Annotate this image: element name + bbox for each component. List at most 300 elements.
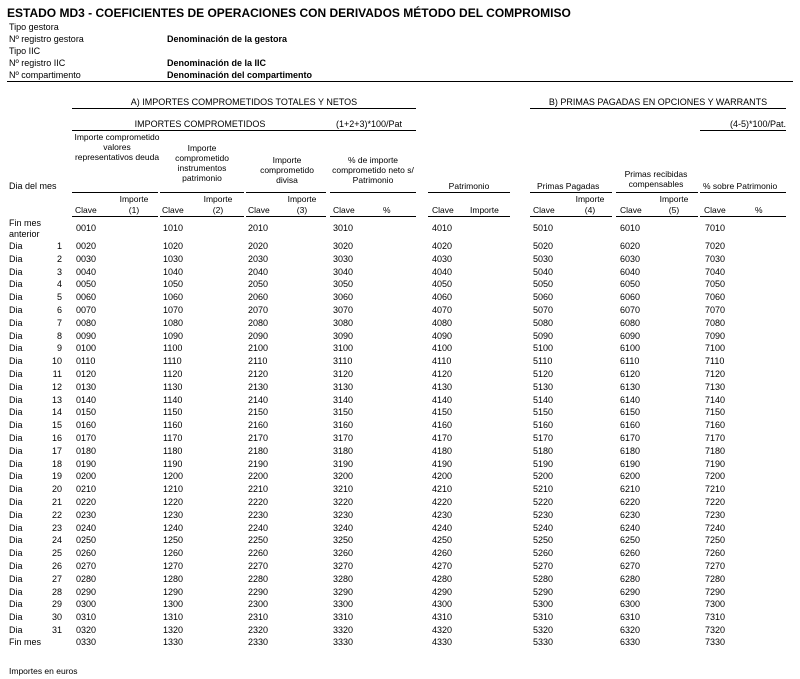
- row-clave: 2110: [248, 356, 268, 367]
- row-clave: 2010: [248, 223, 269, 233]
- row-day-number: 24: [51, 535, 62, 546]
- row-clave: 1070: [163, 305, 184, 315]
- row-clave: 6270: [620, 561, 641, 571]
- row-clave: 0120: [76, 369, 97, 379]
- table-row: [0, 534, 800, 546]
- row-day-number: 21: [51, 497, 62, 507]
- table-row: [0, 278, 800, 290]
- row-clave: 0290: [76, 586, 97, 597]
- row-clave: 6240: [620, 522, 641, 533]
- row-clave: 4080: [432, 317, 453, 328]
- row-label: Dia: [9, 445, 23, 456]
- row-clave: 3310: [333, 612, 354, 623]
- row-clave: 1030: [163, 253, 184, 264]
- row-label: Dia: [9, 253, 23, 264]
- row-clave: 3050: [333, 279, 354, 290]
- row-label: Dia: [9, 535, 23, 546]
- row-clave: 1280: [163, 573, 184, 584]
- row-clave: 5130: [533, 381, 554, 392]
- row-clave: 5050: [533, 279, 554, 290]
- row-clave: 3120: [333, 369, 354, 379]
- row-label: Dia: [9, 599, 23, 610]
- row-clave: 1320: [163, 625, 184, 635]
- row-clave: 6030: [620, 253, 641, 264]
- row-clave: 7110: [705, 356, 725, 367]
- row-clave: 2210: [248, 484, 269, 495]
- row-clave: 1010: [163, 223, 184, 233]
- rule-c4: [330, 192, 416, 193]
- row-clave: 4270: [432, 561, 453, 571]
- row-day-number: 10: [51, 356, 62, 367]
- info-denominacion-iic: Denominación de la IIC: [167, 58, 267, 68]
- rule-primas-pagadas: [530, 192, 612, 193]
- row-clave: 7060: [705, 292, 726, 303]
- rule-c1: [72, 192, 158, 193]
- row-clave: 6190: [620, 458, 641, 469]
- row-clave: 7030: [705, 253, 726, 264]
- row-clave: 0330: [76, 637, 97, 647]
- header-patrimonio: Patrimonio: [448, 181, 490, 191]
- row-clave: 7160: [705, 420, 726, 431]
- row-clave: 1160: [163, 420, 183, 431]
- row-clave: 0270: [76, 561, 97, 571]
- row-clave: 7140: [705, 394, 726, 405]
- row-clave: 2140: [248, 394, 269, 405]
- header-primas-recibidas: Primas recibidas compensables: [624, 169, 688, 189]
- table-row: [0, 304, 800, 316]
- row-clave: 6320: [620, 625, 641, 635]
- row-clave: 6290: [620, 586, 641, 597]
- row-clave: 1290: [163, 586, 184, 597]
- row-clave: 5180: [533, 445, 554, 456]
- header-pct-comprometido: % de importe comprometido neto s/ Patrimonio: [332, 155, 414, 185]
- row-day-number: 12: [51, 381, 62, 392]
- row-day-number: 16: [51, 433, 62, 443]
- row-clave: 1120: [163, 369, 183, 379]
- row-clave: 0100: [76, 343, 97, 354]
- row-clave: 5190: [533, 458, 554, 469]
- row-day-number: 30: [51, 612, 62, 623]
- row-label: Fin mes anterior: [9, 218, 42, 239]
- row-label: Dia: [9, 497, 23, 507]
- row-clave: 7090: [705, 330, 726, 341]
- row-clave: 0310: [76, 612, 97, 623]
- row-clave: 0020: [76, 241, 97, 251]
- row-clave: 7260: [705, 548, 726, 559]
- row-clave: 4050: [432, 279, 453, 290]
- row-clave: 4060: [432, 292, 453, 303]
- sub-clave-4: Clave: [333, 205, 355, 215]
- row-clave: 0030: [76, 253, 97, 264]
- sub-clave-3: Clave: [248, 205, 270, 215]
- row-clave: 1300: [163, 599, 184, 610]
- row-clave: 6210: [620, 484, 641, 495]
- table-row: [0, 496, 800, 508]
- sub-importe-5: Importe: [659, 194, 689, 204]
- row-clave: 7150: [705, 407, 726, 418]
- row-label: Dia: [9, 471, 23, 482]
- row-clave: 0170: [76, 433, 97, 443]
- row-clave: 6230: [620, 509, 641, 520]
- sub-clave-pct-patrimonio: Clave: [704, 205, 726, 215]
- row-clave: 6310: [620, 612, 641, 623]
- row-clave: 6020: [620, 241, 641, 251]
- row-clave: 3060: [333, 292, 354, 303]
- row-clave: 4120: [432, 369, 453, 379]
- row-clave: 5070: [533, 305, 554, 315]
- sub-importe-3: Importe: [287, 194, 317, 204]
- row-clave: 2190: [248, 458, 269, 469]
- row-clave: 6160: [620, 420, 641, 431]
- row-label: Dia: [9, 433, 23, 443]
- table-row: [0, 432, 800, 444]
- row-day-number: 8: [56, 330, 62, 341]
- row-clave: 6330: [620, 637, 641, 647]
- info-tipo-iic-label: Tipo IIC: [9, 46, 41, 56]
- row-day-number: 23: [51, 522, 62, 533]
- table-row: [0, 342, 800, 354]
- row-clave: 0140: [76, 394, 97, 405]
- row-clave: 4320: [432, 625, 453, 635]
- table-row: [0, 445, 800, 457]
- row-day-number: 14: [51, 407, 62, 418]
- info-denominacion-compartimento: Denominación del compartimento: [167, 70, 313, 80]
- row-clave: 1260: [163, 548, 184, 559]
- row-label: Dia: [9, 394, 23, 405]
- row-clave: 3040: [333, 266, 354, 277]
- row-clave: 3330: [333, 637, 354, 647]
- row-clave: 3240: [333, 522, 354, 533]
- row-clave: 2170: [248, 433, 269, 443]
- table-row: [0, 560, 800, 572]
- row-clave: 3030: [333, 253, 354, 264]
- row-clave: 3160: [333, 420, 354, 431]
- section-b-title: B) PRIMAS PAGADAS EN OPCIONES Y WARRANTS: [548, 97, 768, 107]
- row-day-number: 15: [51, 420, 62, 431]
- row-clave: 6080: [620, 317, 641, 328]
- row-clave: 2180: [248, 445, 269, 456]
- sub-n2: (2): [212, 205, 224, 215]
- info-denominacion-gestora: Denominación de la gestora: [167, 34, 288, 44]
- table-row: [0, 547, 800, 559]
- row-clave: 6110: [620, 356, 640, 367]
- row-clave: 2320: [248, 625, 269, 635]
- info-registro-gestora-label: Nº registro gestora: [9, 34, 84, 44]
- row-clave: 6070: [620, 305, 641, 315]
- row-clave: 7080: [705, 317, 726, 328]
- row-clave: 7200: [705, 471, 726, 482]
- row-clave: 2020: [248, 241, 269, 251]
- row-clave: 5210: [533, 484, 554, 495]
- subrule-c3: [246, 216, 326, 217]
- row-clave: 4150: [432, 407, 453, 418]
- row-clave: 2280: [248, 573, 269, 584]
- row-clave: 1230: [163, 509, 184, 520]
- row-clave: 3080: [333, 317, 354, 328]
- row-clave: 0050: [76, 279, 97, 290]
- subrule-pct-patrimonio: [700, 216, 786, 217]
- sub-n5: (5): [668, 205, 680, 215]
- row-label: Dia: [9, 612, 23, 623]
- row-clave: 1270: [163, 561, 184, 571]
- importes-comprometidos-label: IMPORTES COMPROMETIDOS: [134, 119, 266, 129]
- section-a-rule: [72, 108, 416, 109]
- table-row: [0, 611, 800, 623]
- row-clave: 5270: [533, 561, 554, 571]
- row-clave: 6200: [620, 471, 641, 482]
- subrule-primas-pagadas: [530, 216, 612, 217]
- row-clave: 1100: [163, 343, 183, 354]
- row-clave: 0090: [76, 330, 97, 341]
- formula-a: (1+2+3)*100/Pat: [336, 119, 403, 129]
- table-row: [0, 624, 800, 636]
- row-clave: 1330: [163, 637, 184, 647]
- row-clave: 7120: [705, 369, 726, 379]
- row-clave: 7040: [705, 266, 726, 277]
- row-clave: 5020: [533, 241, 554, 251]
- info-compartimento-label: Nº compartimento: [9, 70, 81, 80]
- row-label: Dia: [9, 458, 23, 469]
- info-registro-iic-label: Nº registro IIC: [9, 58, 66, 68]
- sub-clave-1: Clave: [75, 205, 97, 215]
- subrule-c4: [330, 216, 416, 217]
- row-clave: 2120: [248, 369, 269, 379]
- row-clave: 2240: [248, 522, 269, 533]
- row-clave: 5260: [533, 548, 554, 559]
- row-clave: 5250: [533, 535, 554, 546]
- footer-note: Importes en euros: [9, 666, 78, 676]
- sub-importe-1: Importe: [119, 194, 149, 204]
- row-clave: 3290: [333, 586, 354, 597]
- sub-clave-primas-recibidas: Clave: [620, 205, 642, 215]
- row-clave: 5030: [533, 253, 554, 264]
- row-clave: 7020: [705, 241, 726, 251]
- row-clave: 0210: [76, 484, 97, 495]
- row-label: Dia: [9, 381, 23, 392]
- row-day-number: 6: [56, 305, 62, 315]
- row-clave: 1140: [163, 394, 183, 405]
- row-clave: 0160: [76, 420, 97, 431]
- subrule-patrimonio: [428, 216, 510, 217]
- row-label: Dia: [9, 356, 23, 367]
- row-label: Dia: [9, 292, 23, 303]
- row-clave: 6220: [620, 497, 641, 507]
- row-clave: 2220: [248, 497, 269, 507]
- row-clave: 5140: [533, 394, 554, 405]
- row-clave: 5110: [533, 356, 553, 367]
- row-clave: 3230: [333, 509, 354, 520]
- row-clave: 5080: [533, 317, 554, 328]
- row-clave: 1020: [163, 241, 184, 251]
- row-clave: 1200: [163, 471, 184, 482]
- row-clave: 4110: [432, 356, 452, 367]
- row-day-number: 22: [51, 509, 62, 520]
- row-clave: 1210: [163, 484, 184, 495]
- row-clave: 7310: [705, 612, 726, 623]
- row-clave: 2270: [248, 561, 269, 571]
- row-clave: 4290: [432, 586, 453, 597]
- row-clave: 2290: [248, 586, 269, 597]
- row-clave: 2300: [248, 599, 269, 610]
- section-a-title: A) IMPORTES COMPROMETIDOS TOTALES Y NETOS: [130, 97, 358, 107]
- table-row: [0, 586, 800, 598]
- row-clave: 6140: [620, 394, 641, 405]
- row-clave: 0130: [76, 381, 97, 392]
- sub-n3: (3): [296, 205, 308, 215]
- row-clave: 2260: [248, 548, 269, 559]
- row-clave: 4230: [432, 509, 453, 520]
- row-label: Dia: [9, 317, 23, 328]
- row-clave: 6150: [620, 407, 641, 418]
- row-day-number: 2: [56, 253, 62, 264]
- row-clave: 3270: [333, 561, 354, 571]
- row-label: Dia: [9, 484, 23, 495]
- row-clave: 7230: [705, 509, 726, 520]
- sub-clave-2: Clave: [162, 205, 184, 215]
- row-clave: 0150: [76, 407, 97, 418]
- row-clave: 0010: [76, 223, 97, 233]
- row-clave: 7190: [705, 458, 726, 469]
- table-row: [0, 253, 800, 265]
- row-label: Dia: [9, 509, 23, 520]
- row-clave: 4240: [432, 522, 453, 533]
- rule-primas-recibidas: [616, 192, 698, 193]
- row-clave: 4210: [432, 484, 453, 495]
- importes-rule: [72, 130, 416, 131]
- info-divider: [7, 81, 793, 82]
- table-row: [0, 368, 800, 380]
- row-clave: 0300: [76, 599, 97, 610]
- row-label: Dia: [9, 330, 23, 341]
- row-clave: 1040: [163, 266, 184, 277]
- row-clave: 0060: [76, 292, 97, 303]
- row-clave: 5290: [533, 586, 554, 597]
- row-clave: 5100: [533, 343, 554, 354]
- row-clave: 0190: [76, 458, 97, 469]
- row-clave: 6130: [620, 381, 641, 392]
- sub-importe-4: Importe: [575, 194, 605, 204]
- row-clave: 4040: [432, 266, 453, 277]
- row-clave: 2070: [248, 305, 269, 315]
- row-label: Dia: [9, 573, 23, 584]
- row-clave: 1050: [163, 279, 184, 290]
- row-clave: 6060: [620, 292, 641, 303]
- row-clave: 6250: [620, 535, 641, 546]
- row-clave: 6050: [620, 279, 641, 290]
- row-clave: 3280: [333, 573, 354, 584]
- row-clave: 2050: [248, 279, 269, 290]
- row-clave: 5240: [533, 522, 554, 533]
- row-clave: 7220: [705, 497, 726, 507]
- row-clave: 2100: [248, 343, 269, 354]
- row-clave: 4180: [432, 445, 453, 456]
- row-clave: 2060: [248, 292, 269, 303]
- row-clave: 4250: [432, 535, 453, 546]
- row-clave: 6280: [620, 573, 641, 584]
- row-label: Dia: [9, 279, 23, 290]
- row-day-number: 1: [56, 241, 62, 251]
- row-clave: 2310: [248, 612, 269, 623]
- row-clave: 6120: [620, 369, 641, 379]
- row-clave: 0320: [76, 625, 97, 635]
- row-clave: 0250: [76, 535, 97, 546]
- info-tipo-gestora-label: Tipo gestora: [9, 22, 59, 32]
- row-clave: 3150: [333, 407, 354, 418]
- formula-b: (4-5)*100/Pat.: [729, 119, 786, 129]
- row-clave: 6090: [620, 330, 641, 341]
- row-clave: 4300: [432, 599, 453, 610]
- row-clave: 4140: [432, 394, 453, 405]
- row-clave: 7290: [705, 586, 726, 597]
- row-clave: 7280: [705, 573, 726, 584]
- row-clave: 3170: [333, 433, 354, 443]
- row-day-number: 31: [51, 625, 62, 635]
- row-clave: 1250: [163, 535, 184, 546]
- row-day-number: 28: [51, 586, 62, 597]
- row-clave: 6170: [620, 433, 641, 443]
- sub-clave-primas-pagadas: Clave: [533, 205, 555, 215]
- table-row: [0, 394, 800, 406]
- row-clave: 1170: [163, 433, 183, 443]
- subrule-c1: [72, 216, 158, 217]
- table-row: [0, 240, 800, 252]
- row-clave: 1130: [163, 381, 183, 392]
- row-label: Dia: [9, 369, 23, 379]
- subrule-c2: [160, 216, 244, 217]
- sub-importe-patrimonio: Importe: [470, 205, 499, 215]
- row-day-number: 4: [56, 279, 62, 290]
- row-clave: 6300: [620, 599, 641, 610]
- table-row: [0, 509, 800, 521]
- table-row: [0, 458, 800, 470]
- row-day-number: 11: [52, 369, 62, 379]
- row-clave: 2230: [248, 509, 269, 520]
- row-clave: 0220: [76, 497, 97, 507]
- row-clave: 0230: [76, 509, 97, 520]
- table-row: [0, 355, 800, 367]
- table-row: [0, 266, 800, 278]
- row-clave: 5150: [533, 407, 554, 418]
- row-day-number: 18: [51, 458, 62, 469]
- row-clave: 4330: [432, 637, 453, 647]
- row-day-number: 29: [51, 599, 62, 610]
- row-clave: 5320: [533, 625, 554, 635]
- row-clave: 5220: [533, 497, 554, 507]
- row-clave: 3190: [333, 458, 354, 469]
- row-clave: 3020: [333, 241, 354, 251]
- row-label: Dia: [9, 305, 23, 315]
- row-clave: 7250: [705, 535, 726, 546]
- row-clave: 3300: [333, 599, 354, 610]
- row-clave: 2160: [248, 420, 269, 431]
- header-dia-del-mes: Dia del mes: [9, 181, 57, 191]
- row-clave: 2040: [248, 266, 269, 277]
- row-clave: 3140: [333, 394, 354, 405]
- row-label: Dia: [9, 548, 23, 559]
- row-clave: 1110: [163, 356, 182, 367]
- row-day-number: 20: [51, 484, 62, 495]
- row-clave: 0180: [76, 445, 97, 456]
- row-clave: 1310: [163, 612, 184, 623]
- table-row: [0, 218, 800, 239]
- sub-pct-patrimonio: %: [755, 205, 763, 215]
- row-clave: 2150: [248, 407, 269, 418]
- row-clave: 4100: [432, 343, 453, 354]
- table-row: [0, 522, 800, 534]
- row-clave: 3100: [333, 343, 354, 354]
- row-clave: 6010: [620, 223, 641, 233]
- formula-b-rule: [700, 130, 786, 131]
